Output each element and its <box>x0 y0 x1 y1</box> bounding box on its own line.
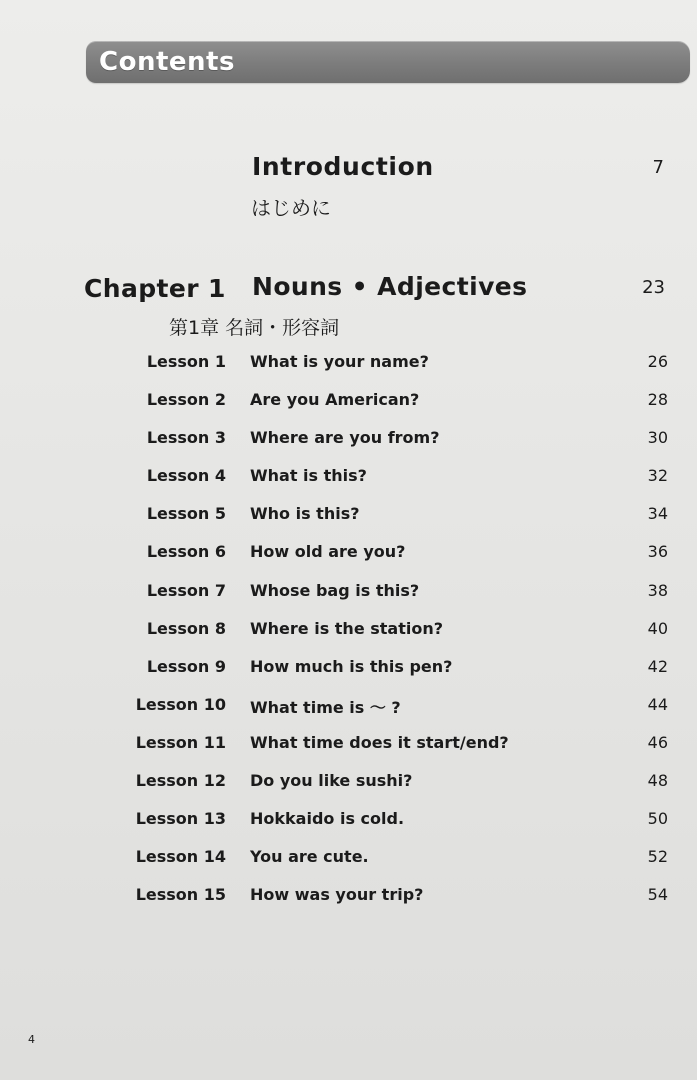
lesson-entry-15 <box>0 879 697 917</box>
lesson-entry-2 <box>0 384 697 422</box>
lesson-label: Lesson 1 <box>146 352 226 371</box>
lesson-title: Hokkaido is cold. <box>250 809 405 829</box>
lesson-entry-3 <box>0 422 697 460</box>
lesson-label: Lesson 9 <box>146 656 226 676</box>
lesson-label: Lesson 13 <box>135 809 226 829</box>
lesson-page-number: 46 <box>647 732 668 752</box>
introduction-title: Introduction <box>252 152 434 181</box>
lesson-title: Where are you from? <box>250 428 440 448</box>
lesson-page-number: 42 <box>647 656 668 676</box>
lesson-label: Lesson 5 <box>146 504 226 524</box>
lesson-title: What is your name? <box>250 352 429 371</box>
lesson-label: Lesson 4 <box>146 466 226 486</box>
lesson-page-number: 44 <box>647 694 668 714</box>
lesson-page-number: 38 <box>647 580 668 600</box>
lesson-page-number: 32 <box>647 466 668 486</box>
lesson-entry-12 <box>0 765 697 803</box>
lesson-page-number: 40 <box>647 618 668 638</box>
lesson-entry-11 <box>0 727 697 765</box>
chapter-label: Chapter 1 <box>84 274 226 303</box>
lesson-page-number: 26 <box>647 352 668 371</box>
lesson-title: How much is this pen? <box>250 656 453 676</box>
introduction-page-number: 7 <box>652 157 664 178</box>
lesson-label: Lesson 8 <box>146 618 226 638</box>
lesson-title: What is this? <box>250 466 367 486</box>
lesson-label: Lesson 12 <box>135 771 226 791</box>
lesson-label: Lesson 2 <box>146 390 226 410</box>
lesson-page-number: 52 <box>647 847 668 867</box>
lesson-page-number: 36 <box>647 542 668 562</box>
lesson-label: Lesson 7 <box>146 580 226 600</box>
lesson-entry-1 <box>0 346 697 384</box>
lesson-title: Who is this? <box>250 504 360 524</box>
lesson-entry-5 <box>0 498 697 536</box>
lesson-entry-13 <box>0 803 697 841</box>
contents-heading: Contents <box>99 47 235 77</box>
lesson-entry-10 <box>0 689 697 727</box>
lesson-title: What time does it start/end? <box>250 732 509 752</box>
lesson-entry-8 <box>0 613 697 651</box>
lesson-page-number: 48 <box>647 771 668 791</box>
lesson-entry-9 <box>0 651 697 689</box>
lesson-entry-7 <box>0 575 697 613</box>
lesson-label: Lesson 14 <box>135 847 226 867</box>
lesson-list <box>0 346 697 917</box>
chapter-page-number: 23 <box>642 277 665 298</box>
lesson-title: Whose bag is this? <box>250 580 420 600</box>
lesson-entry-14 <box>0 841 697 879</box>
lesson-title: How was your trip? <box>250 885 424 905</box>
lesson-label: Lesson 15 <box>135 885 226 905</box>
introduction-subtitle: はじめに <box>251 196 331 220</box>
lesson-label: Lesson 3 <box>146 428 226 448</box>
lesson-page-number: 28 <box>647 390 668 410</box>
lesson-page-number: 34 <box>647 504 668 524</box>
lesson-entry-4 <box>0 460 697 498</box>
lesson-title: What time is ～ ? <box>250 697 401 717</box>
lesson-page-number: 50 <box>647 809 668 829</box>
lesson-title: Where is the station? <box>250 618 444 638</box>
lesson-page-number: 54 <box>647 885 668 905</box>
chapter-subtitle: 第1章 名詞・形容詞 <box>169 317 340 339</box>
lesson-page-number: 30 <box>647 428 668 448</box>
lesson-title: Are you American? <box>250 390 420 410</box>
lesson-title: Do you like sushi? <box>250 771 413 791</box>
lesson-label: Lesson 6 <box>146 542 226 562</box>
folio-page-number: 4 <box>28 1033 35 1046</box>
lesson-title: You are cute. <box>250 847 369 867</box>
lesson-label: Lesson 10 <box>135 694 226 714</box>
chapter-title: Nouns • Adjectives <box>252 272 528 301</box>
lesson-title: How old are you? <box>250 542 406 562</box>
lesson-entry-6 <box>0 536 697 574</box>
lesson-label: Lesson 11 <box>135 732 226 752</box>
